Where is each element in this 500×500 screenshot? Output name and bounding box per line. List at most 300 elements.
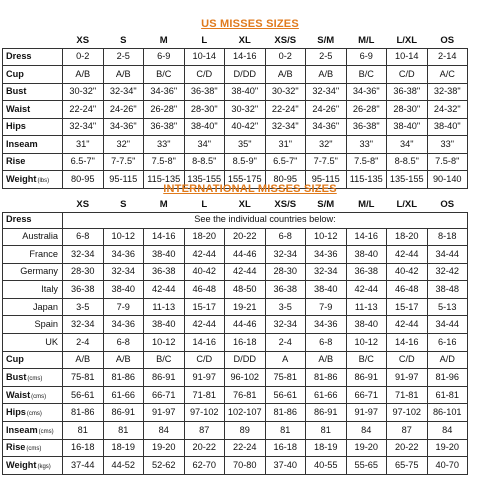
intl-cell: 81-86 (63, 404, 104, 422)
intl-cell: 56-61 (265, 386, 306, 404)
intl-cell: 5-13 (427, 298, 468, 316)
intl-cell: 34-36 (103, 316, 144, 334)
us-cell: 8-8.5" (387, 153, 428, 171)
intl-cell: 86-91 (144, 369, 185, 387)
us-cell: 35" (225, 136, 266, 154)
intl-cell: 34-44 (427, 316, 468, 334)
us-cell: 95-115 (306, 171, 347, 189)
us-row (3, 83, 468, 101)
us-row-label (3, 118, 63, 136)
intl-cell: 84 (427, 422, 468, 440)
us-cell: 26-28" (346, 101, 387, 119)
us-cell: 22-24" (265, 101, 306, 119)
intl-cell: 81-86 (265, 404, 306, 422)
intl-cell: 97-102 (387, 404, 428, 422)
intl-cell: 18-20 (387, 228, 428, 246)
us-row (3, 101, 468, 119)
us-cell: 24-26" (306, 101, 347, 119)
intl-cell: 10-12 (144, 334, 185, 352)
us-row (3, 153, 468, 171)
us-cell: A/B (103, 66, 144, 84)
intl-cell: 84 (144, 422, 185, 440)
us-cell: 33" (144, 136, 185, 154)
intl-cell: 38-48 (427, 281, 468, 299)
us-cell: 6.5-7" (63, 153, 104, 171)
intl-cell: 84 (346, 422, 387, 440)
us-cell: 28-30" (387, 101, 428, 119)
us-cell: 7.5-8" (427, 153, 468, 171)
row-unit: (lbs) (37, 177, 50, 184)
us-cell: 7.5-8" (144, 153, 185, 171)
intl-cell: 7-9 (103, 298, 144, 316)
intl-cell: 81 (63, 422, 104, 440)
us-cell: 38-40" (387, 118, 428, 136)
us-row-label (3, 101, 63, 119)
intl-cell: 32-34 (306, 263, 347, 281)
intl-cell: 7-9 (306, 298, 347, 316)
us-section-title: US MISSES SIZES (201, 18, 299, 30)
us-cell: 34" (184, 136, 225, 154)
row-label-text: Inseam (6, 138, 38, 149)
intl-cell: 62-70 (184, 457, 225, 475)
intl-cell: 44-46 (225, 246, 266, 264)
us-cell: 33" (427, 136, 468, 154)
intl-cell: 10-12 (346, 334, 387, 352)
row-label-text: Waist (6, 103, 31, 114)
intl-cell: 14-16 (184, 334, 225, 352)
intl-cell: 91-97 (387, 369, 428, 387)
us-size-header: XS (76, 34, 90, 46)
us-cell: 32" (306, 136, 347, 154)
intl-cell: 19-20 (427, 439, 468, 457)
us-cell: 0-2 (63, 48, 104, 66)
us-cell: 32-38" (427, 83, 468, 101)
us-size-header: M (159, 34, 168, 46)
us-cell: 6-9 (144, 48, 185, 66)
intl-size-header: OS (440, 198, 455, 210)
us-cell: A/C (427, 66, 468, 84)
intl-section-title: INTERNATIONAL MISSES SIZES (163, 183, 337, 195)
intl-cell: A/B (103, 351, 144, 369)
us-cell: 6-9 (346, 48, 387, 66)
intl-cell: D/DD (225, 351, 266, 369)
us-cell: 135-155 (387, 171, 428, 189)
intl-cell: 14-16 (387, 334, 428, 352)
intl-cell: 42-44 (387, 246, 428, 264)
us-cell: 115-135 (346, 171, 387, 189)
intl-cell: 38-40 (144, 246, 185, 264)
intl-size-header: M (159, 198, 168, 210)
intl-dress-label: Dress (3, 212, 63, 228)
intl-cell: A/B (306, 351, 347, 369)
intl-cell: 44-52 (103, 457, 144, 475)
us-cell: 36-38" (346, 118, 387, 136)
us-size-table (2, 33, 468, 189)
intl-cell: 38-40 (144, 316, 185, 334)
intl-country-label: Germany (3, 263, 63, 281)
intl-country-row (3, 246, 468, 264)
intl-cell: 14-16 (346, 228, 387, 246)
us-size-header-row (3, 33, 468, 48)
intl-country-row (3, 334, 468, 352)
intl-cell: 65-75 (387, 457, 428, 475)
row-unit: (kgs) (37, 463, 51, 470)
intl-cell: 61-66 (103, 386, 144, 404)
us-cell: C/D (387, 66, 428, 84)
us-cell: 2-14 (427, 48, 468, 66)
us-cell: 40-42" (225, 118, 266, 136)
intl-cell: 42-44 (144, 281, 185, 299)
row-unit: (cms) (26, 446, 42, 453)
intl-cell: 42-44 (387, 316, 428, 334)
intl-cell: 28-30 (63, 263, 104, 281)
intl-cell: 96-102 (225, 369, 266, 387)
intl-size-header: S (120, 198, 127, 210)
intl-cell: 81 (265, 422, 306, 440)
us-cell: 34-36" (103, 118, 144, 136)
intl-size-header: S/M (317, 198, 335, 210)
us-cell: 34-36" (346, 83, 387, 101)
intl-cell: 11-13 (346, 298, 387, 316)
us-row-label (3, 153, 63, 171)
intl-cell: 14-16 (144, 228, 185, 246)
intl-cell: 48-50 (225, 281, 266, 299)
us-cell: 24-26" (103, 101, 144, 119)
us-cell: A/B (306, 66, 347, 84)
intl-dress-row (3, 212, 468, 228)
intl-cell: A/D (427, 351, 468, 369)
row-unit: (cms) (27, 375, 43, 382)
intl-cell: 86-91 (346, 369, 387, 387)
intl-row (3, 422, 468, 440)
row-label-text: Hips (6, 121, 26, 132)
intl-cell: 28-30 (265, 263, 306, 281)
intl-country-row (3, 298, 468, 316)
intl-row-label (3, 422, 63, 440)
intl-cell: 6-8 (306, 334, 347, 352)
intl-row (3, 386, 468, 404)
us-size-header: OS (440, 34, 455, 46)
row-label-text: Cup (6, 354, 24, 365)
intl-row-label (3, 404, 63, 422)
intl-row-label (3, 369, 63, 387)
us-cell: 7.5-8" (346, 153, 387, 171)
intl-row (3, 439, 468, 457)
intl-cell: 71-81 (387, 386, 428, 404)
us-cell: 80-95 (265, 171, 306, 189)
intl-cell: 16-18 (63, 439, 104, 457)
intl-row-label (3, 386, 63, 404)
us-cell: B/C (346, 66, 387, 84)
us-cell: 38-40" (184, 118, 225, 136)
row-label-text: Bust (6, 86, 27, 97)
intl-row-label (3, 351, 63, 369)
intl-cell: 42-44 (346, 281, 387, 299)
intl-cell: 6-8 (265, 228, 306, 246)
intl-cell: 2-4 (265, 334, 306, 352)
intl-cell: 19-21 (225, 298, 266, 316)
us-row (3, 48, 468, 66)
intl-cell: 38-40 (346, 246, 387, 264)
row-unit: (cms) (38, 428, 54, 435)
intl-row (3, 351, 468, 369)
row-label-text: Bust (6, 371, 27, 382)
intl-cell: 20-22 (387, 439, 428, 457)
intl-cell: 46-48 (387, 281, 428, 299)
us-cell: 31" (265, 136, 306, 154)
us-cell: 28-30" (184, 101, 225, 119)
intl-cell: 3-5 (265, 298, 306, 316)
us-size-header: L (201, 34, 208, 46)
intl-cell: 40-42 (184, 263, 225, 281)
us-cell: 22-24" (63, 101, 104, 119)
us-cell: A/B (265, 66, 306, 84)
intl-dress-note: See the individual countries below: (63, 212, 468, 228)
us-cell: C/D (184, 66, 225, 84)
intl-cell: 32-34 (63, 246, 104, 264)
intl-cell: 19-20 (346, 439, 387, 457)
intl-cell: 81 (103, 422, 144, 440)
intl-cell: 37-40 (265, 457, 306, 475)
intl-header-corner (3, 197, 63, 212)
intl-cell: A (265, 351, 306, 369)
intl-cell: 15-17 (184, 298, 225, 316)
intl-cell: 10-12 (306, 228, 347, 246)
intl-cell: 46-48 (184, 281, 225, 299)
intl-size-header: L/XL (396, 198, 418, 210)
intl-cell: 6-8 (63, 228, 104, 246)
us-cell: 36-38" (144, 118, 185, 136)
intl-cell: 81-86 (103, 369, 144, 387)
us-cell: 10-14 (184, 48, 225, 66)
us-cell: 30-32" (63, 83, 104, 101)
us-cell: 34-36" (144, 83, 185, 101)
intl-cell: 75-81 (63, 369, 104, 387)
intl-cell: 36-38 (144, 263, 185, 281)
intl-country-row (3, 263, 468, 281)
us-cell: 31" (63, 136, 104, 154)
intl-cell: 71-81 (184, 386, 225, 404)
intl-cell: 40-42 (387, 263, 428, 281)
us-cell: 10-14 (387, 48, 428, 66)
us-cell: 8-8.5" (184, 153, 225, 171)
intl-cell: 66-71 (346, 386, 387, 404)
intl-cell: 32-42 (427, 263, 468, 281)
intl-country-row (3, 228, 468, 246)
intl-country-label: Spain (3, 316, 63, 334)
intl-size-header: M/L (358, 198, 375, 210)
us-cell: 34" (387, 136, 428, 154)
intl-cell: C/D (387, 351, 428, 369)
intl-cell: B/C (144, 351, 185, 369)
us-cell: 32" (103, 136, 144, 154)
intl-cell: 34-36 (103, 246, 144, 264)
intl-cell: 16-18 (265, 439, 306, 457)
us-cell: 32-34" (265, 118, 306, 136)
intl-cell: 91-97 (346, 404, 387, 422)
intl-cell: 34-44 (427, 246, 468, 264)
intl-cell: 37-44 (63, 457, 104, 475)
intl-cell: 61-66 (306, 386, 347, 404)
intl-cell: 56-61 (63, 386, 104, 404)
intl-country-label: Japan (3, 298, 63, 316)
intl-cell: A/B (63, 351, 104, 369)
intl-cell: 102-107 (225, 404, 266, 422)
intl-cell: 18-19 (306, 439, 347, 457)
intl-cell: 32-34 (103, 263, 144, 281)
us-cell: 115-135 (144, 171, 185, 189)
us-cell: 14-16 (225, 48, 266, 66)
intl-cell: 91-97 (144, 404, 185, 422)
intl-country-label: Italy (3, 281, 63, 299)
us-cell: 38-40" (427, 118, 468, 136)
row-label-text: Cup (6, 68, 24, 79)
row-label-text: Weight (6, 173, 37, 184)
intl-cell: 2-4 (63, 334, 104, 352)
intl-cell: 87 (387, 422, 428, 440)
intl-country-row (3, 316, 468, 334)
us-cell: 32-34" (306, 83, 347, 101)
row-unit: (cms) (31, 393, 47, 400)
intl-size-header-row (3, 197, 468, 212)
us-size-header: XL (238, 34, 251, 46)
intl-cell: 3-5 (63, 298, 104, 316)
intl-cell: 55-65 (346, 457, 387, 475)
us-cell: 2-5 (306, 48, 347, 66)
row-label-text: Waist (6, 389, 31, 400)
us-row (3, 66, 468, 84)
intl-cell: 15-17 (387, 298, 428, 316)
us-cell: 6.5-7" (265, 153, 306, 171)
us-cell: A/B (63, 66, 104, 84)
intl-size-header: XL (238, 198, 251, 210)
intl-cell: 34-36 (306, 316, 347, 334)
us-row-label (3, 171, 63, 189)
intl-country-label: France (3, 246, 63, 264)
row-label-text: Dress (6, 51, 32, 62)
intl-cell: 86-101 (427, 404, 468, 422)
intl-cell: 52-62 (144, 457, 185, 475)
us-cell: 30-32" (225, 101, 266, 119)
us-row-label (3, 83, 63, 101)
intl-cell: 32-34 (63, 316, 104, 334)
us-cell: 34-36" (306, 118, 347, 136)
us-row (3, 118, 468, 136)
us-cell: 32-34" (63, 118, 104, 136)
us-size-header: S/M (317, 34, 335, 46)
intl-cell: 18-20 (184, 228, 225, 246)
intl-cell: B/C (346, 351, 387, 369)
row-label-text: Hips (6, 407, 26, 418)
intl-cell: 75-81 (265, 369, 306, 387)
row-unit: (cms) (26, 411, 42, 418)
intl-row (3, 404, 468, 422)
intl-cell: 76-81 (225, 386, 266, 404)
intl-cell: 32-34 (265, 316, 306, 334)
us-cell: 0-2 (265, 48, 306, 66)
intl-cell: 40-55 (306, 457, 347, 475)
intl-cell: 19-20 (144, 439, 185, 457)
intl-cell: 81 (306, 422, 347, 440)
us-cell: 26-28" (144, 101, 185, 119)
row-label-text: Inseam (6, 424, 38, 435)
intl-cell: 22-24 (225, 439, 266, 457)
intl-size-header: XS/S (274, 198, 297, 210)
intl-cell: 81-86 (306, 369, 347, 387)
intl-cell: 38-40 (103, 281, 144, 299)
us-cell: 155-175 (225, 171, 266, 189)
intl-cell: 42-44 (184, 246, 225, 264)
intl-cell: 34-36 (306, 246, 347, 264)
intl-cell: 81-96 (427, 369, 468, 387)
intl-cell: 36-38 (63, 281, 104, 299)
intl-cell: 86-91 (103, 404, 144, 422)
intl-cell: 10-12 (103, 228, 144, 246)
us-cell: 90-140 (427, 171, 468, 189)
intl-size-header: XS (76, 198, 90, 210)
intl-cell: 61-81 (427, 386, 468, 404)
intl-cell: 86-91 (306, 404, 347, 422)
us-cell: 33" (346, 136, 387, 154)
row-label-text: Rise (6, 156, 26, 167)
us-row-label (3, 48, 63, 66)
intl-country-label: Australia (3, 228, 63, 246)
us-size-header: L/XL (396, 34, 418, 46)
us-row-label (3, 66, 63, 84)
us-cell: 36-38" (184, 83, 225, 101)
intl-cell: 18-19 (103, 439, 144, 457)
intl-cell: 20-22 (225, 228, 266, 246)
intl-row-label (3, 457, 63, 475)
intl-row (3, 369, 468, 387)
intl-cell: 42-44 (184, 316, 225, 334)
us-row-label (3, 136, 63, 154)
intl-row (3, 457, 468, 475)
intl-cell: 70-80 (225, 457, 266, 475)
us-cell: 2-5 (103, 48, 144, 66)
intl-size-header: L (201, 198, 208, 210)
intl-cell: 66-71 (144, 386, 185, 404)
us-cell: B/C (144, 66, 185, 84)
intl-cell: 42-44 (225, 263, 266, 281)
intl-cell: 36-38 (346, 263, 387, 281)
us-header-corner (3, 33, 63, 48)
intl-cell: 6-16 (427, 334, 468, 352)
intl-cell: 89 (225, 422, 266, 440)
intl-cell: 32-34 (265, 246, 306, 264)
intl-cell: 11-13 (144, 298, 185, 316)
intl-cell: 16-18 (225, 334, 266, 352)
us-cell: 8.5-9" (225, 153, 266, 171)
intl-cell: 38-40 (306, 281, 347, 299)
us-cell: 38-40" (225, 83, 266, 101)
us-cell: 24-32" (427, 101, 468, 119)
intl-cell: 40-70 (427, 457, 468, 475)
intl-cell: 87 (184, 422, 225, 440)
intl-cell: 6-8 (103, 334, 144, 352)
us-cell: 36-38" (387, 83, 428, 101)
us-cell: 32-34" (103, 83, 144, 101)
intl-cell: 36-38 (265, 281, 306, 299)
intl-country-label: UK (3, 334, 63, 352)
us-row (3, 136, 468, 154)
intl-size-table (2, 197, 468, 475)
us-cell: 135-155 (184, 171, 225, 189)
us-cell: 7-7.5" (103, 153, 144, 171)
us-cell: 7-7.5" (306, 153, 347, 171)
row-label-text: Weight (6, 459, 37, 470)
us-size-header: S (120, 34, 127, 46)
